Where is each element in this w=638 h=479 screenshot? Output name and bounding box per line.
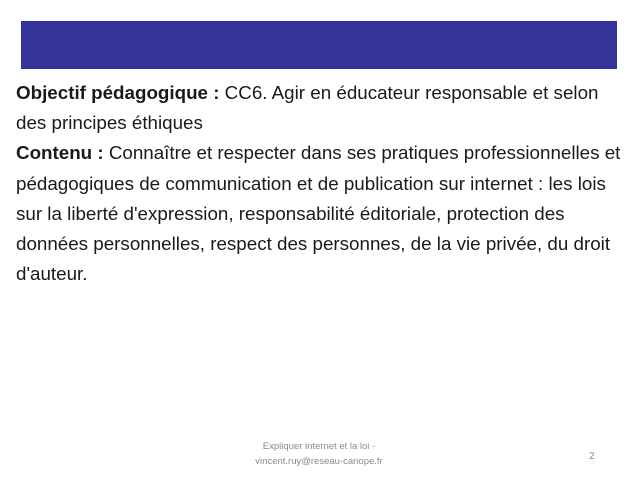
objective-label: Objectif pédagogique : bbox=[16, 82, 220, 103]
footer-line-1: Expliquer internet et la loi - bbox=[262, 441, 376, 452]
slide-footer bbox=[224, 439, 414, 469]
page-number: 2 bbox=[589, 451, 595, 462]
content-label: Contenu : bbox=[16, 142, 104, 164]
objective-text: CC6. Agir en éducateur responsable et selon des principes éthiques bbox=[16, 82, 599, 134]
slide-title-bar bbox=[21, 21, 617, 69]
content-text: Connaître et respecter dans ses pratiques professionnelles et pédagogiques de communication et de publication sur internet : les lois sur la liberté d'expression, responsabilité éditoriale, protection des données personnelles, respect des personnes, de la vie privée, du droit d'auteur. bbox=[16, 142, 621, 285]
footer-line-2: vincent.ruy@reseau-canope.fr bbox=[255, 456, 383, 467]
slide-body bbox=[16, 78, 626, 289]
content-paragraph bbox=[16, 138, 626, 289]
objective-paragraph bbox=[16, 78, 626, 138]
